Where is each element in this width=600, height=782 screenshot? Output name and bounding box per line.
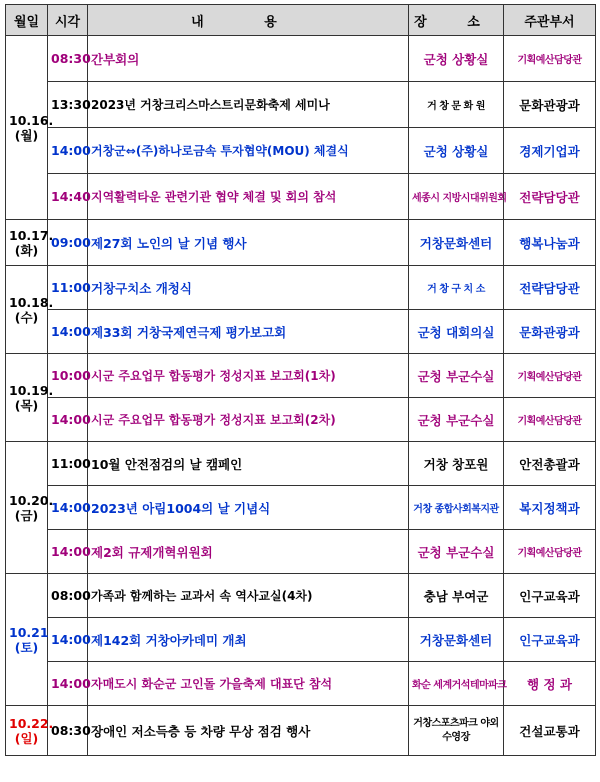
header-time: 시각 — [48, 5, 88, 36]
content-cell: 제33회 거창국제연극제 평가보고회 — [88, 310, 409, 354]
date-value: 10.22. — [9, 715, 54, 731]
schedule-row — [6, 398, 596, 442]
schedule-row — [6, 220, 596, 266]
org-cell: 기획예산담당관 — [504, 398, 596, 442]
org-cell: 복지정책과 — [504, 486, 596, 530]
org-cell: 문화관광과 — [504, 82, 596, 128]
schedule-row — [6, 574, 596, 618]
header-content: 내 용 — [88, 5, 409, 36]
place-cell: 거 창 문 화 원 — [409, 82, 504, 128]
time-cell: 14:00 — [48, 486, 88, 530]
weekday-value: (토) — [14, 639, 39, 655]
org-cell: 기획예산담당관 — [504, 354, 596, 398]
content-cell: 제27회 노인의 날 기념 행사 — [88, 220, 409, 266]
time-cell: 14:00 — [48, 662, 88, 706]
place-cell: 거창 창포원 — [409, 442, 504, 486]
place-cell: 군청 부군수실 — [409, 398, 504, 442]
org-cell: 기획예산담당관 — [504, 36, 596, 82]
place-cell: 군청 부군수실 — [409, 354, 504, 398]
place-cell: 거창문화센터 — [409, 618, 504, 662]
date-cell — [6, 574, 48, 706]
content-cell: 지역활력타운 관련기관 협약 체결 및 회의 참석 — [88, 174, 409, 220]
org-cell: 경제기업과 — [504, 128, 596, 174]
time-cell: 08:30 — [48, 706, 88, 756]
schedule-row — [6, 310, 596, 354]
content-cell: 장애인 저소득층 등 차량 무상 점검 행사 — [88, 706, 409, 756]
header-row — [6, 5, 596, 36]
content-cell: 거창군⇔(주)하나로금속 투자협약(MOU) 체결식 — [88, 128, 409, 174]
header-date: 월일 — [6, 5, 48, 36]
schedule-row — [6, 36, 596, 82]
time-cell: 08:30 — [48, 36, 88, 82]
schedule-row — [6, 706, 596, 756]
date-cell — [6, 442, 54, 574]
time-cell: 14:40 — [48, 174, 88, 220]
schedule-row — [6, 618, 596, 662]
org-cell: 전략담당관 — [504, 174, 596, 220]
org-cell: 문화관광과 — [504, 310, 596, 354]
time-cell: 13:30 — [48, 82, 88, 128]
time-cell: 14:00 — [48, 618, 88, 662]
time-cell: 14:00 — [48, 310, 88, 354]
date-value: 10.21 — [9, 624, 49, 640]
schedule-body — [6, 36, 596, 756]
time-cell: 09:00 — [48, 220, 88, 266]
date-value: 10.17. — [9, 227, 54, 243]
content-cell: 시군 주요업무 합동평가 정성지표 보고회(1차) — [88, 354, 409, 398]
weekday-value: (일) — [14, 730, 39, 746]
place-cell: 세종시 지방시대위원회 — [409, 174, 504, 220]
date-cell — [6, 266, 54, 354]
content-cell: 10월 안전점검의 날 캠페인 — [88, 442, 409, 486]
schedule-row — [6, 530, 596, 574]
place-cell: 거 창 구 치 소 — [409, 266, 504, 310]
header-place: 장 소 — [409, 5, 504, 36]
content-cell: 제2회 규제개혁위원회 — [88, 530, 409, 574]
schedule-row — [6, 266, 596, 310]
content-cell: 자매도시 화순군 고인돌 가을축제 대표단 참석 — [88, 662, 409, 706]
schedule-row — [6, 128, 596, 174]
date-cell — [6, 354, 54, 442]
place-cell: 거창문화센터 — [409, 220, 504, 266]
weekday-value: (화) — [14, 242, 39, 258]
time-cell: 14:00 — [48, 530, 88, 574]
schedule-row — [6, 354, 596, 398]
place-cell: 충남 부여군 — [409, 574, 504, 618]
time-cell: 14:00 — [48, 128, 88, 174]
org-cell: 안전총괄과 — [504, 442, 596, 486]
org-cell: 행복나눔과 — [504, 220, 596, 266]
weekday-value: (월) — [14, 127, 39, 143]
place-cell: 화순 세계거석테마파크 — [409, 662, 504, 706]
org-cell: 인구교육과 — [504, 618, 596, 662]
schedule-row — [6, 174, 596, 220]
time-cell: 11:00 — [48, 442, 88, 486]
weekday-value: (금) — [14, 507, 39, 523]
date-value: 10.18. — [9, 294, 54, 310]
content-cell: 거창구치소 개청식 — [88, 266, 409, 310]
content-cell: 2023년 아림1004의 날 기념식 — [88, 486, 409, 530]
date-cell — [6, 706, 54, 756]
place-cell: 군청 상황실 — [409, 128, 504, 174]
time-cell: 14:00 — [48, 398, 88, 442]
content-cell: 가족과 함께하는 교과서 속 역사교실(4차) — [88, 574, 409, 618]
weekday-value: (목) — [14, 397, 39, 413]
place-cell: 거창 종합사회복지관 — [409, 486, 504, 530]
time-cell: 08:00 — [48, 574, 88, 618]
schedule-row — [6, 662, 596, 706]
place-cell: 거창스포츠파크 야외수영장 — [409, 706, 504, 756]
org-cell: 건설교통과 — [504, 706, 596, 756]
time-cell: 11:00 — [48, 266, 88, 310]
date-value: 10.20. — [9, 492, 54, 508]
schedule-row — [6, 442, 596, 486]
content-cell: 시군 주요업무 합동평가 정성지표 보고회(2차) — [88, 398, 409, 442]
content-cell: 제142회 거창아카데미 개최 — [88, 618, 409, 662]
place-cell: 군청 부군수실 — [409, 530, 504, 574]
org-cell: 행 정 과 — [504, 662, 596, 706]
schedule-row — [6, 82, 596, 128]
org-cell: 기획예산담당관 — [504, 530, 596, 574]
date-value: 10.16. — [9, 112, 54, 128]
date-value: 10.19. — [9, 382, 54, 398]
schedule-row — [6, 486, 596, 530]
weekday-value: (수) — [14, 309, 39, 325]
place-cell: 군청 대회의실 — [409, 310, 504, 354]
time-cell: 10:00 — [48, 354, 88, 398]
date-cell — [6, 220, 54, 266]
schedule-table — [5, 4, 596, 756]
content-cell: 간부회의 — [88, 36, 409, 82]
org-cell: 인구교육과 — [504, 574, 596, 618]
content-cell: 2023년 거창크리스마스트리문화축제 세미나 — [88, 82, 409, 128]
org-cell: 전략담당관 — [504, 266, 596, 310]
date-cell — [6, 36, 54, 220]
header-org: 주관부서 — [504, 5, 596, 36]
place-cell: 군청 상황실 — [409, 36, 504, 82]
